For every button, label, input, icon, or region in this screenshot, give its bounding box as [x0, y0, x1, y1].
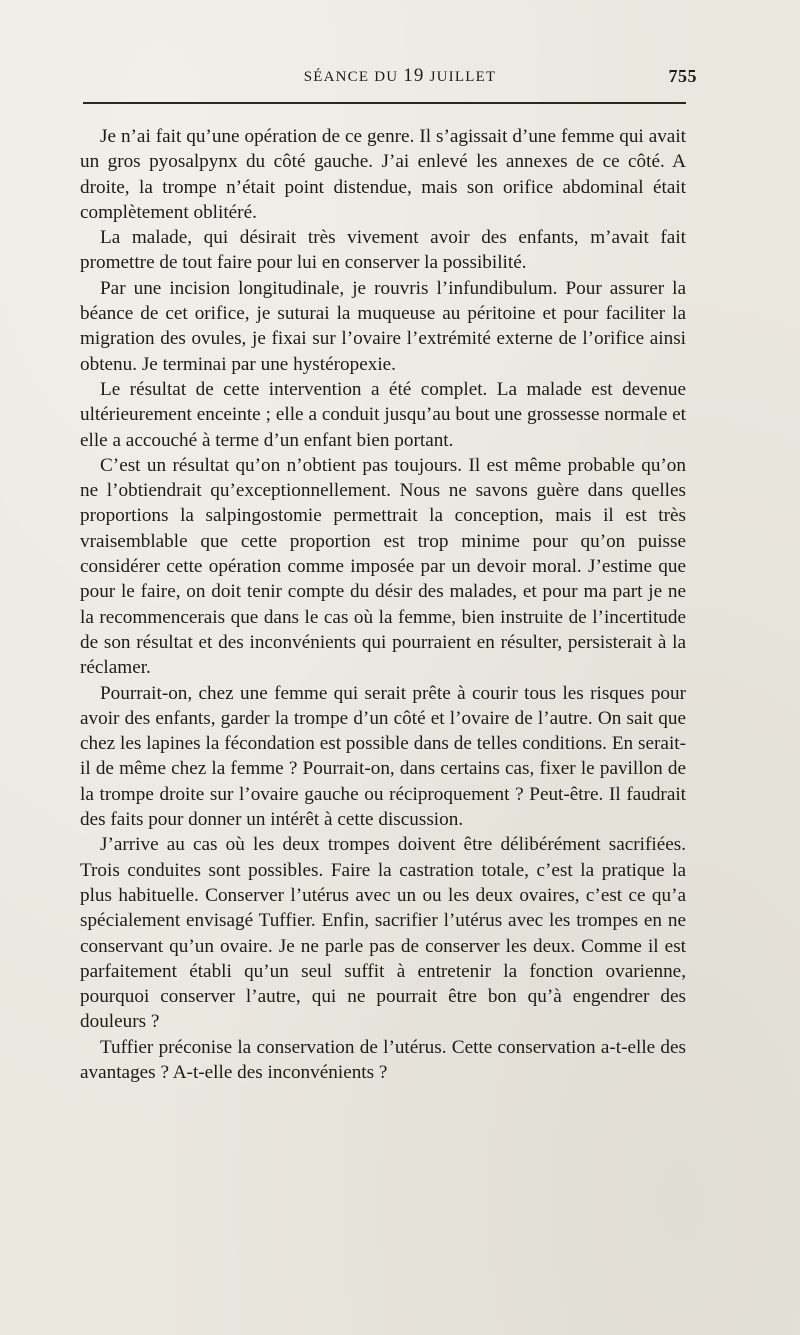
running-title-month: JUILLET [429, 69, 497, 85]
running-title-prefix: SÉANCE DU [303, 69, 399, 85]
paragraph: La malade, qui désirait très vivement avoir des enfants, m’avait fait promettre de tout faire pour lui en conserver la possibilité. [80, 227, 686, 274]
paragraph: Pourrait-on, chez une femme qui serait prête à courir tous les risques pour avoir des enfants, garder la trompe d’un côté et l’ovaire de l’autre. On sait que chez les lapines la fécondation est possible dans de telles conditions. En serait-il de même chez la femme ? Pourrait-on, dans certains cas, fixer le pavillon de la trompe droite sur l’ovaire gauche ou réciproquement ? Peut-être. Il faudrait des faits pour donner un intérêt à cette discussion. [80, 682, 686, 831]
paragraph: Le résultat de cette intervention a été complet. La malade est devenue ultérieurement enceinte ; elle a conduit jusqu’au bout une grossesse normale et elle a accouché à terme d’un enfant bien portant. [80, 378, 686, 451]
paragraph: C’est un résultat qu’on n’obtient pas toujours. Il est même probable qu’on ne l’obtiendrait qu’exceptionnellement. Nous ne savons guère dans quelles proportions la salpingostomie permettrait la conception, mais il est très vraisemblable que cette proportion est trop minime pour qu’on puisse considérer cette opération comme imposée par un devoir moral. J’estime que pour le faire, on doit tenir compte du désir des malades, et pour ma part je ne la recommencerais que dans le cas où la femme, bien instruite de l’incertitude de son résultat et des inconvénients qui pourraient en résulter, persisterait à la réclamer. [80, 454, 686, 679]
paragraph: Je n’ai fait qu’une opération de ce genre. Il s’agissait d’une femme qui avait un gros pyosalpynx du côté gauche. J’ai enlevé les annexes de ce côté. A droite, la trompe n’était point distendue, mais son orifice abdominal était complètement oblitéré. [80, 126, 686, 223]
page-number: 755 [668, 66, 697, 86]
paragraph: J’arrive au cas où les deux trompes doivent être délibérément sacrifiées. Trois conduites sont possibles. Faire la castration totale, c’est la pratique la plus habituelle. Conserver l’utérus avec un ou les deux ovaires, c’est ce qu’a spécialement envisagé Tuffier. Enfin, sacrifier l’utérus avec les trompes en ne conservant qu’un ovaire. Je ne parle pas de conserver les deux. Comme il est parfaitement établi qu’un seul suffit à entretenir la fonction ovarienne, pourquoi conserver l’autre, qui ne pourrait être bon qu’à engendrer des douleurs ? [80, 834, 686, 1033]
body-text [80, 124, 686, 1085]
running-title-day: 19 [403, 65, 425, 86]
paragraph: Tuffier préconise la conservation de l’utérus. Cette conservation a-t-elle des avantages ? A-t-elle des inconvénients ? [80, 1036, 686, 1083]
running-head [0, 64, 800, 88]
header-rule [83, 102, 686, 104]
paragraph: Par une incision longitudinale, je rouvris l’infundibulum. Pour assurer la béance de cet orifice, je suturai la muqueuse au péritoine et pour faciliter la migration des ovules, je fixai sur l’ovaire l’extrémité externe de l’orifice ainsi obtenu. Je terminai par une hystéropexie. [80, 277, 686, 375]
